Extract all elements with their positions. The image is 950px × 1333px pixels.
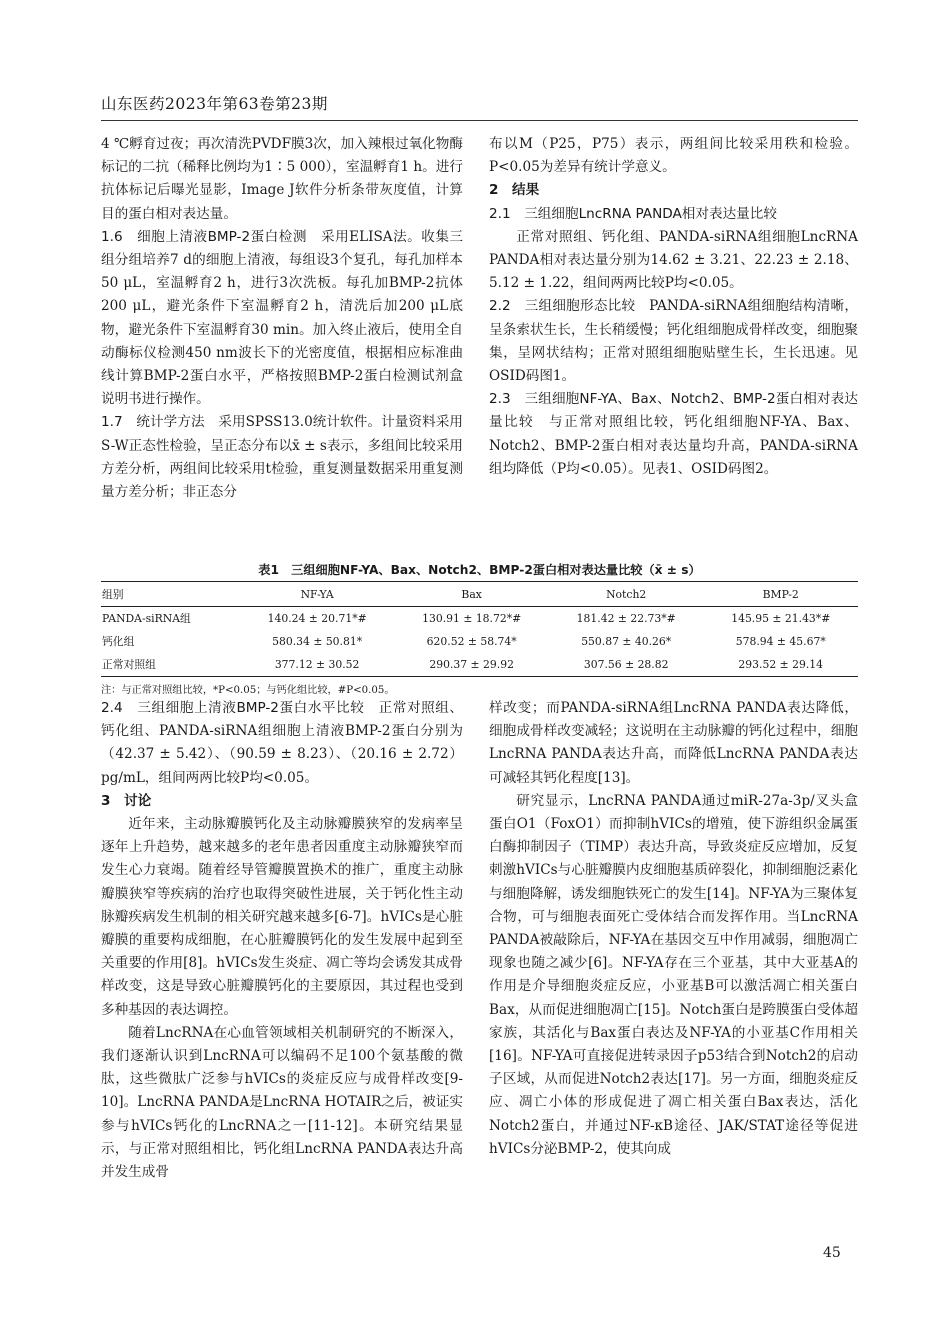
table-header-cell: BMP-2 bbox=[703, 582, 858, 607]
left-column-top bbox=[101, 133, 463, 504]
table-header-cell: Bax bbox=[394, 582, 549, 607]
right-column-bottom bbox=[489, 697, 858, 1161]
section-body: 采用ELISA法。收集三组分组培养7 d的细胞上清液，每组设3个复孔，每孔加样本50 μL，室温孵育2 h，进行3次洗板。每孔加BMP-2抗体200 μL，避光条件下室温孵育2 h，清洗后加200 μL底物，避光条件下室温孵育30 min。加入终止液后，使用全自动酶标仪检测450 nm波长下的光密度值，根据相应标准曲线计算BMP-2蛋白水平，严格按照BMP-2蛋白检测试剂盒说明书进行操作。 bbox=[101, 228, 463, 408]
table-header-cell: Notch2 bbox=[549, 582, 704, 607]
paragraph: 4 ℃孵育过夜；再次清洗PVDF膜3次，加入辣根过氧化物酶标记的二抗（稀释比例均为1∶5 000），室温孵育1 h。进行抗体标记后曝光显影，Image J软件分析条带灰度值，计算目的蛋白相对表达量。 bbox=[101, 136, 463, 222]
table-cell: 145.95 ± 21.43*# bbox=[731, 612, 831, 625]
section-body: PANDA-siRNA组细胞结构清晰，呈条索状生长，生长稍缓慢；钙化组细胞成骨样改变，细胞聚集，呈网状结构；正常对照组细胞贴壁生长，生长迅速。见OSID码图1。 bbox=[489, 298, 858, 385]
table-cell: 580.34 ± 50.81* bbox=[272, 635, 363, 648]
table-1 bbox=[101, 559, 858, 696]
section-2-4 bbox=[101, 697, 463, 790]
section-body: 与正常对照组比较，钙化组细胞NF-YA、Bax、Notch2、BMP-2蛋白相对表达量均升高，PANDA-siRNA组均降低（P均<0.05）。见表1、OSID码图2。 bbox=[489, 414, 859, 477]
paragraph: 近年来，主动脉瓣膜钙化及主动脉瓣膜狭窄的发病率呈逐年上升趋势，越来越多的老年患者因重度主动脉瓣狭窄而发生心力衰竭。随着经导管瓣膜置换术的推广，重度主动脉瓣膜狭窄等疾病的治疗也取得突破性进展，关于钙化性主动脉瓣疾病发生机制的相关研究越来越多[6-7]。hVICs是心脏瓣膜的重要构成细胞，在心脏瓣膜钙化的发生发展中起到至关重要的作用[8]。hVICs发生炎症、凋亡等均会诱发其成骨样改变，这是导致心脏瓣膜钙化的主要原因，其过程也受到多种基因的表达调控。 bbox=[101, 816, 463, 1018]
table-cell: 550.87 ± 40.26* bbox=[581, 635, 672, 648]
section-2-3 bbox=[489, 388, 858, 481]
table-header-row bbox=[101, 582, 858, 607]
table-cell: 181.42 ± 22.73*# bbox=[576, 612, 676, 625]
table-cell: 293.52 ± 29.14 bbox=[703, 653, 858, 677]
section-title: 1.6 细胞上清液BMP-2蛋白检测 bbox=[101, 228, 307, 245]
page-number: 45 bbox=[823, 1245, 841, 1261]
section-title: 2.2 三组细胞形态比较 bbox=[489, 298, 636, 315]
right-column-top bbox=[489, 133, 858, 481]
section-1-7 bbox=[101, 411, 463, 504]
header-rule bbox=[101, 120, 858, 121]
left-column-bottom bbox=[101, 697, 463, 1184]
section-body: 正常对照组、钙化组、PANDA-siRNA组细胞LncRNA PANDA相对表达量分别为14.62 ± 3.21、22.23 ± 2.18、5.12 ± 1.22，组间两两比较P均<0.05。 bbox=[489, 228, 858, 292]
table-note: 注：与正常对照组比较，*P<0.05；与钙化组比较，#P<0.05。 bbox=[101, 685, 395, 696]
section-title: 2.1 三组细胞LncRNA PANDA相对表达量比较 bbox=[489, 205, 777, 222]
table-cell: 578.94 ± 45.67* bbox=[735, 635, 826, 648]
table-row bbox=[101, 607, 858, 631]
table-cell: 307.56 ± 28.82 bbox=[549, 653, 704, 677]
section-heading-results: 2 结果 bbox=[489, 182, 540, 199]
section-title: 2.4 三组细胞上清液BMP-2蛋白水平比较 bbox=[101, 700, 365, 716]
section-body: 采用SPSS13.0统计软件。计量资料采用S-W正态性检验，呈正态分布以x̄ ± s表示，多组间比较采用方差分析，两组间比较采用t检验，重复测量数据采用重复测量方差分析；非正态分 bbox=[101, 414, 463, 501]
section-2-2 bbox=[489, 295, 858, 388]
paragraph: 布以M（P25，P75）表示，两组间比较采用秩和检验。P<0.05为差异有统计学意义。 bbox=[489, 136, 858, 176]
paragraph: 样改变；而PANDA-siRNA组LncRNA PANDA表达降低，细胞成骨样改变减轻；这说明在主动脉瓣的钙化过程中，细胞LncRNA PANDA表达升高，而降低LncRNA PANDA表达可减轻其钙化程度[13]。 bbox=[489, 700, 858, 786]
table-cell: 620.52 ± 58.74* bbox=[426, 635, 517, 648]
table-cell: 290.37 ± 29.92 bbox=[394, 653, 549, 677]
table-header-cell: NF-YA bbox=[240, 582, 395, 607]
paragraph: 研究显示，LncRNA PANDA通过miR-27a-3p/叉头盒蛋白O1（FoxO1）而抑制hVICs的增殖，使下游组织金属蛋白酶抑制因子（TIMP）表达升高，导致炎症反应增加，反复刺激hVICs与心脏瓣膜内皮细胞基质碎裂化，抑制细胞泛素化与细胞降解，诱发细胞铁死亡的发生[14]。NF-YA为三聚体复合物，可与细胞表面死亡受体结合而发挥作用。当LncRNA PANDA被敲除后，NF-YA在基因交互中作用减弱，细胞凋亡现象也随之减少[6]。NF-YA存在三个亚基，其中大亚基A的作用是介导细胞炎症反应，小亚基B可以激活凋亡相关蛋白Bax，从而促进细胞凋亡[15]。Notch蛋白是跨膜蛋白受体超家族，其活化与Bax蛋白表达及NF-YA的小亚基C作用相关[16]。NF-YA可直接促进转录因子p53结合到Notch2的启动子区域，从而促进Notch2表达[17]。另一方面，细胞炎症反应、凋亡小体的形成促进了凋亡相关蛋白Bax表达，活化Notch2蛋白，并通过NF-κB途径、JAK/STAT途径等促进hVICs分泌BMP-2，使其向成 bbox=[489, 792, 858, 1157]
table-caption: 表1 三组细胞NF-YA、Bax、Notch2、BMP-2蛋白相对表达量比较（x̄ ± s） bbox=[258, 563, 701, 577]
table-cell: 钙化组 bbox=[102, 635, 135, 648]
table-cell: 377.12 ± 30.52 bbox=[240, 653, 395, 677]
section-1-6 bbox=[101, 226, 463, 412]
table-cell: 130.91 ± 18.72*# bbox=[422, 612, 522, 625]
section-title: 2.3 三组细胞NF-YA、Bax、Notch2、BMP-2蛋白相对表达量比较 bbox=[489, 391, 858, 431]
paragraph: 随着LncRNA在心血管领域相关机制研究的不断深入，我们逐渐认识到LncRNA可以编码不足100个氨基酸的微肽，这些微肽广泛参与hVICs的炎症反应与成骨样改变[9-10]。LncRNA PANDA是LncRNA HOTAIR之后，被证实参与hVICs钙化的LncRNA之一[11-12]。本研究结果显示，与正常对照组相比，钙化组LncRNA PANDA表达升高并发生成骨 bbox=[101, 1024, 463, 1181]
journal-header: 山东医药2023年第63卷第23期 bbox=[101, 95, 328, 113]
table-row bbox=[101, 653, 858, 677]
table-row bbox=[101, 630, 858, 653]
table-cell: 140.24 ± 20.71*# bbox=[267, 612, 367, 625]
section-title: 1.7 统计学方法 bbox=[101, 414, 205, 431]
section-body: 正常对照组、钙化组、PANDA-siRNA组细胞上清液BMP-2蛋白分别为（42.37 ± 5.42）、（90.59 ± 8.23）、（20.16 ± 2.72）pg/mL，组间两两比较P均<0.05。 bbox=[101, 700, 464, 786]
table-cell: 正常对照组 bbox=[101, 653, 240, 677]
table-header-cell: 组别 bbox=[101, 582, 240, 607]
table-cell: PANDA-siRNA组 bbox=[102, 612, 191, 625]
data-table bbox=[101, 581, 858, 677]
section-heading-discussion: 3 讨论 bbox=[101, 792, 152, 809]
